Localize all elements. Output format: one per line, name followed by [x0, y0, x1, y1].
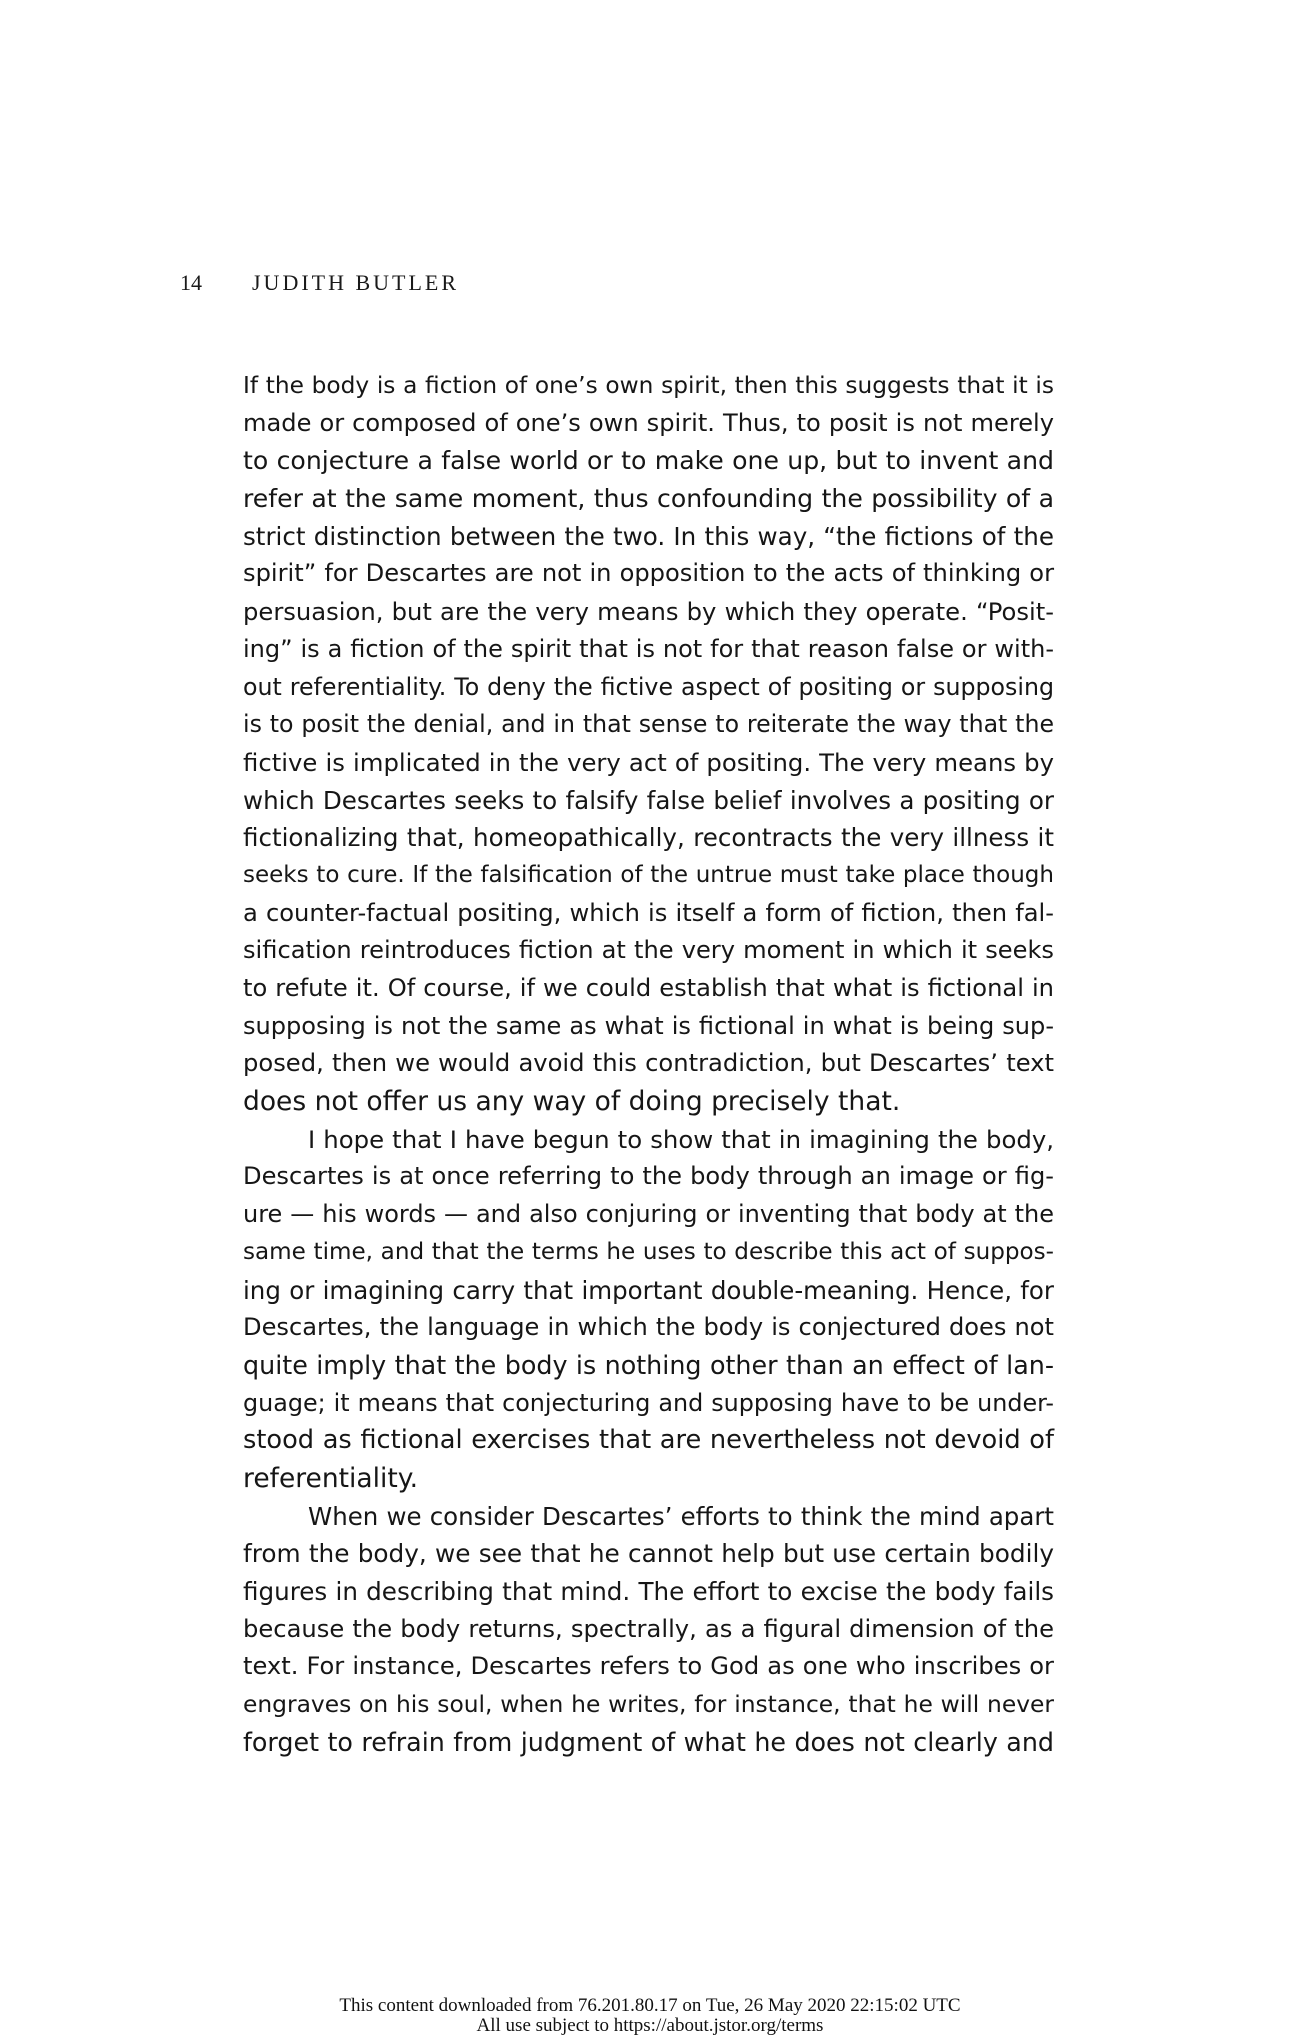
text-line: spirit” for Descartes are not in opposition to the acts of thinking or	[243, 559, 1054, 588]
text-line: Descartes, the language in which the body is conjectured does not	[243, 1313, 1054, 1342]
terms-notice-line: All use subject to https://about.jstor.org/terms	[476, 2015, 824, 2036]
text-line: to conjecture a false world or to make one up, but to invent and	[243, 446, 1054, 476]
text-line: to refute it. Of course, if we could establish that what is fictional in	[243, 974, 1054, 1002]
text-line: referentiality.	[243, 1462, 419, 1494]
page-number: 14	[180, 270, 202, 295]
text-line: does not offer us any way of doing precisely that.	[243, 1086, 901, 1118]
text-line: ing or imagining carry that important double-meaning. Hence, for	[243, 1275, 1054, 1305]
text-line: If the body is a fiction of one’s own spirit, then this suggests that it is	[243, 372, 1054, 399]
text-line: strict distinction between the two. In this way, “the fictions of the	[243, 521, 1054, 551]
download-notice-line: This content downloaded from 76.201.80.17 on Tue, 26 May 2020 22:15:02 UTC	[339, 1995, 961, 2016]
text-line: I hope that I have begun to show that in imagining the body,	[308, 1124, 1054, 1154]
text-line: same time, and that the terms he uses to describe this act of suppos-	[243, 1238, 1054, 1265]
text-line: refer at the same moment, thus confounding the possibility of a	[243, 484, 1054, 514]
paragraph-1	[243, 367, 1054, 1121]
text-line: stood as fictional exercises that are nevertheless not devoid of	[243, 1425, 1054, 1456]
paragraph-3	[243, 1498, 1054, 1762]
text-line: sification reintroduces fiction at the very moment in which it seeks	[243, 936, 1054, 965]
text-line: fictive is implicated in the very act of positing. The very means by	[243, 747, 1054, 777]
text-line: When we consider Descartes’ efforts to think the mind apart	[308, 1501, 1054, 1531]
text-line: figures in describing that mind. The effort to excise the body fails	[243, 1577, 1054, 1606]
text-line: seeks to cure. If the falsification of the untrue must take place though	[243, 861, 1054, 888]
text-line: ure — his words — and also conjuring or inventing that body at the	[243, 1200, 1054, 1229]
text-line: text. For instance, Descartes refers to God as one who inscribes or	[243, 1652, 1054, 1681]
text-line: Descartes is at once referring to the body through an image or fig-	[243, 1162, 1054, 1191]
text-line: made or composed of one’s own spirit. Thus, to posit is not merely	[243, 408, 1054, 437]
text-line: out referentiality. To deny the fictive aspect of positing or supposing	[243, 672, 1054, 701]
text-line: because the body returns, spectrally, as a figural dimension of the	[243, 1614, 1054, 1643]
running-head	[180, 270, 459, 296]
text-line: fictionalizing that, homeopathically, recontracts the very illness it	[243, 823, 1054, 853]
text-line: ing” is a fiction of the spirit that is not for that reason false or with-	[243, 634, 1054, 663]
paragraph-2	[243, 1121, 1054, 1498]
download-notice	[0, 1996, 1300, 2036]
author-name: JUDITH BUTLER	[252, 270, 460, 295]
text-line: is to posit the denial, and in that sense to reiterate the way that the	[243, 710, 1054, 739]
text-line: guage; it means that conjecturing and supposing have to be under-	[243, 1388, 1054, 1417]
text-line: engraves on his soul, when he writes, for instance, that he will never	[243, 1690, 1054, 1719]
text-line: quite imply that the body is nothing other than an effect of lan-	[243, 1349, 1054, 1380]
text-line: forget to refrain from judgment of what he does not clearly and	[243, 1726, 1054, 1757]
text-line: from the body, we see that he cannot help but use certain bodily	[243, 1539, 1054, 1569]
text-line: persuasion, but are the very means by which they operate. “Posit-	[243, 597, 1054, 627]
text-line: posed, then we would avoid this contradiction, but Descartes’ text	[243, 1049, 1054, 1078]
text-line: a counter-factual positing, which is itself a form of fiction, then fal-	[243, 898, 1054, 927]
text-line: supposing is not the same as what is fictional in what is being sup-	[243, 1011, 1054, 1040]
body-text	[243, 367, 1054, 1761]
text-line: which Descartes seeks to falsify false belief involves a positing or	[243, 785, 1054, 815]
